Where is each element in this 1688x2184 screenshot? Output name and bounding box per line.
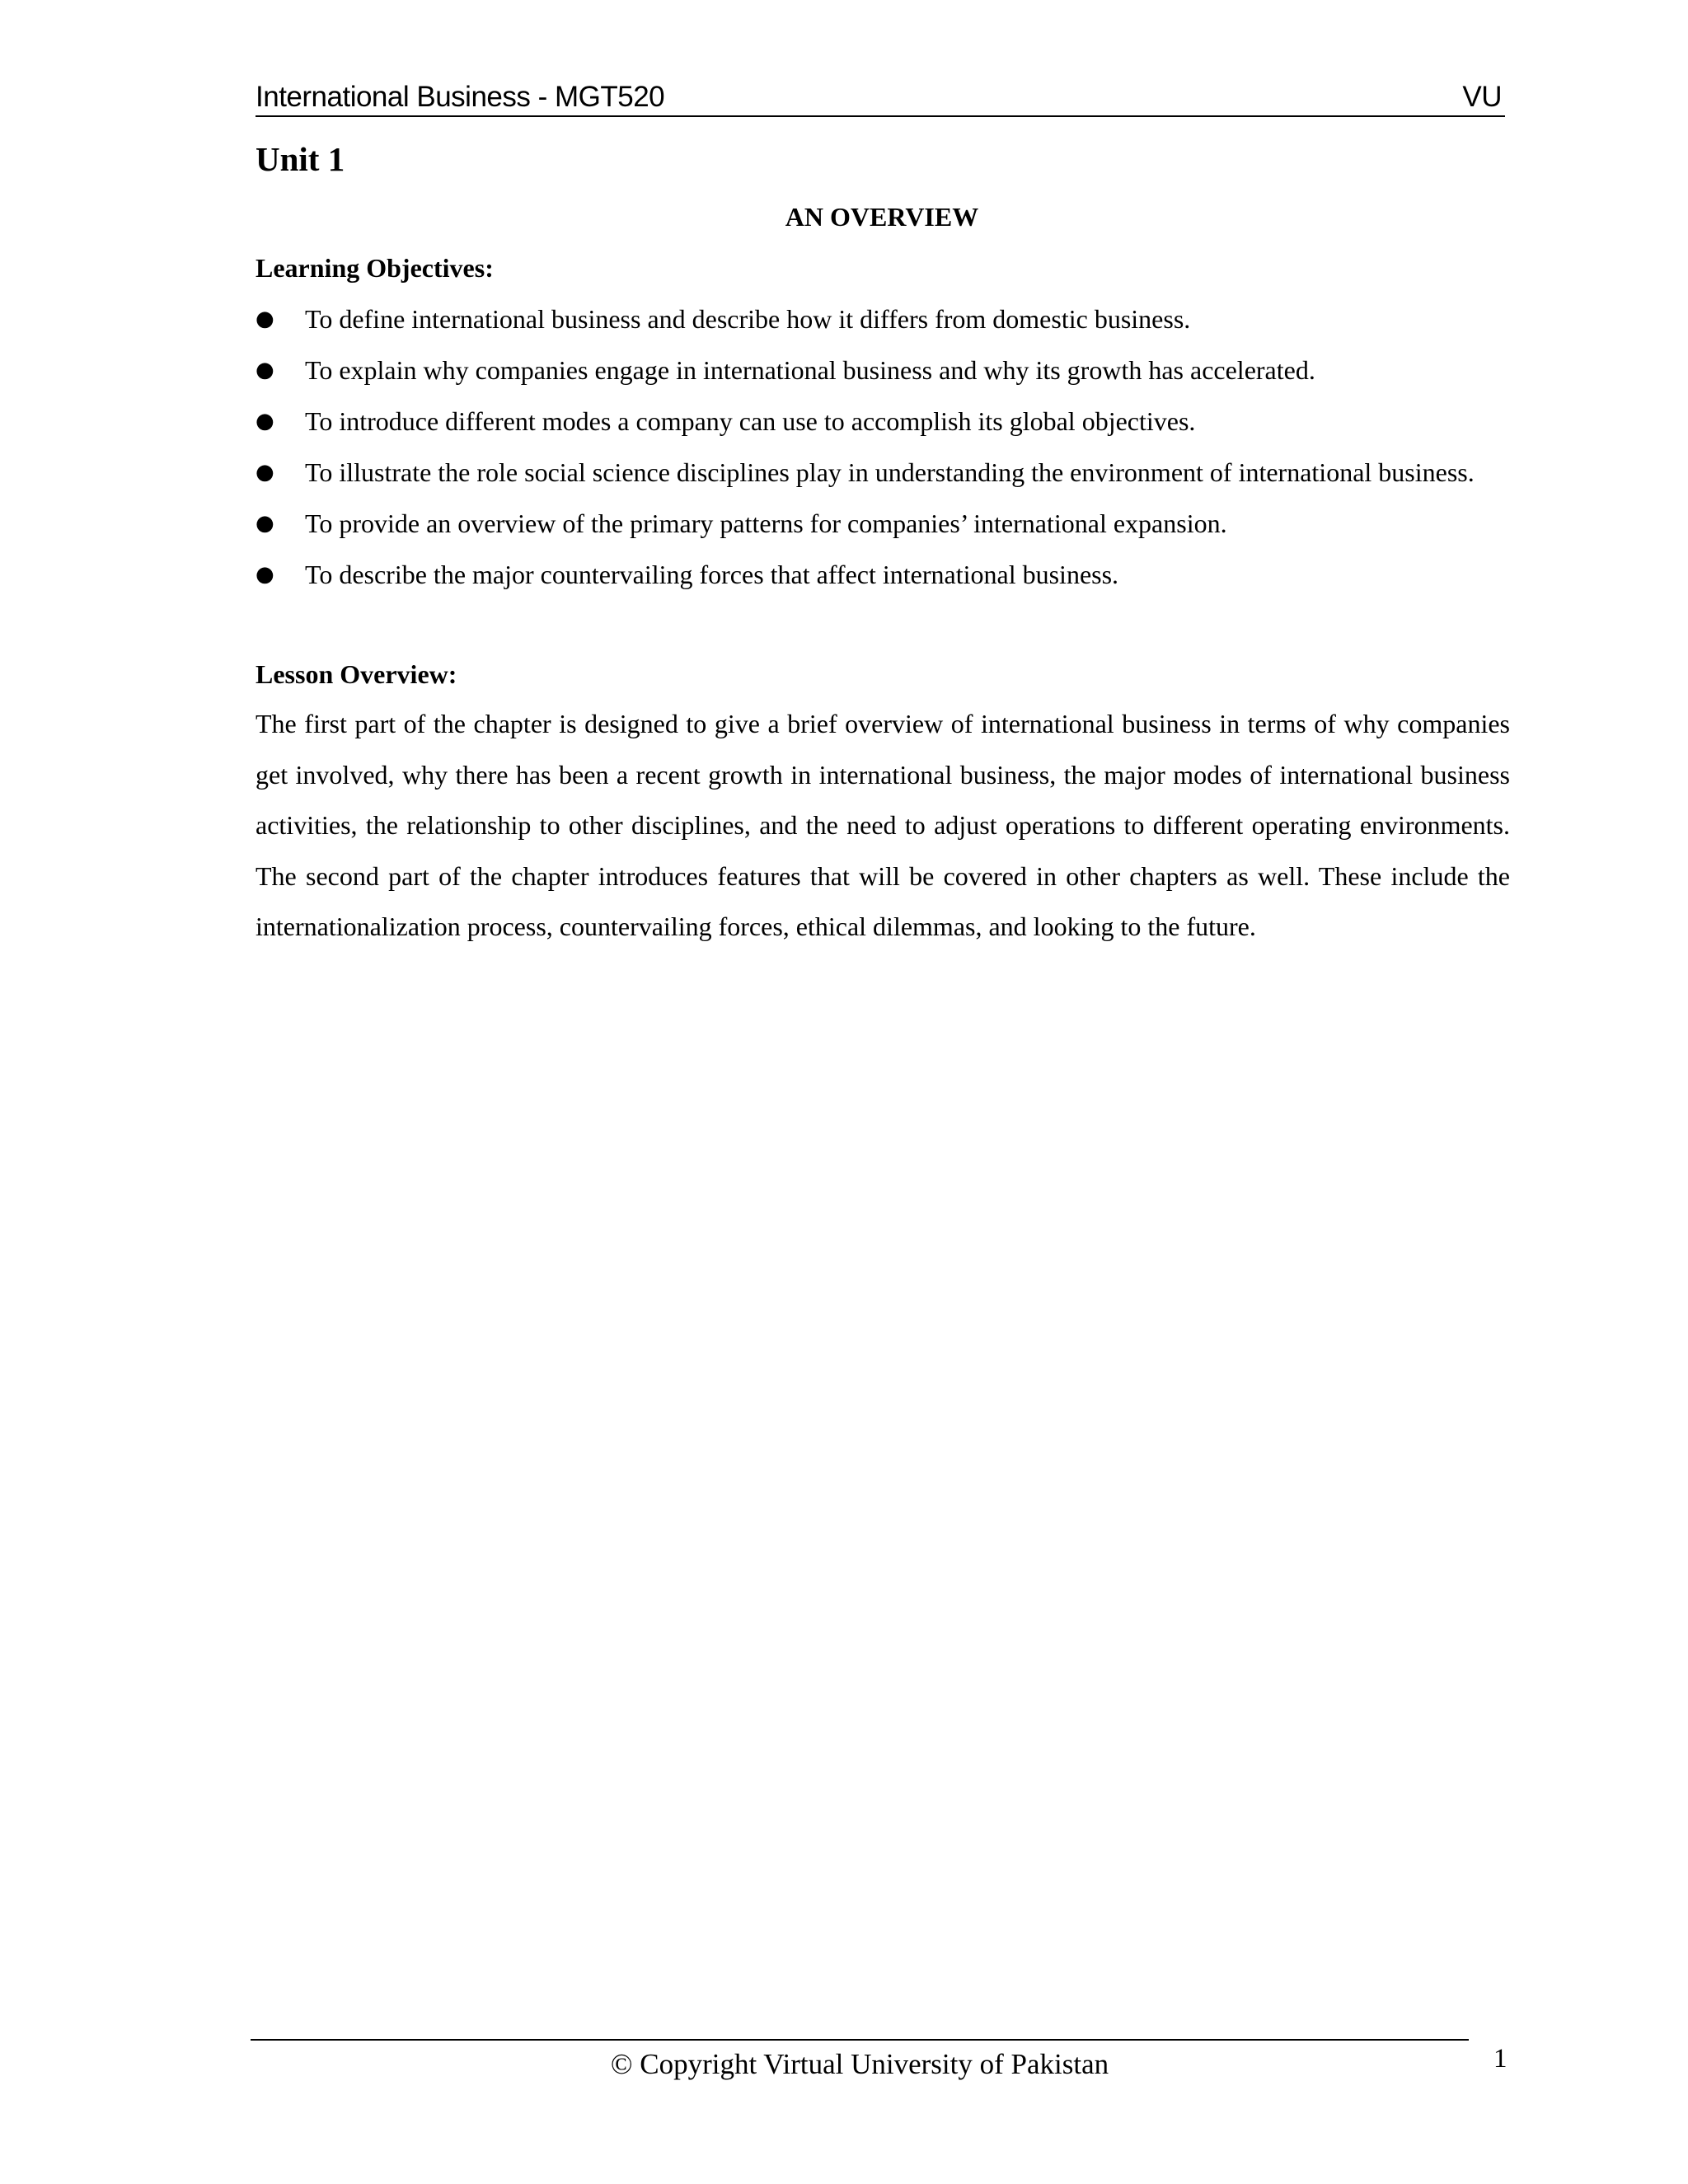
footer-copyright: © Copyright Virtual University of Pakistan xyxy=(610,2048,1109,2080)
objective-text: To explain why companies engage in international business and why its growth has accelerated. xyxy=(305,355,1315,385)
list-item xyxy=(256,447,1510,498)
page-header xyxy=(256,77,1505,117)
list-item xyxy=(256,293,1510,344)
unit-title: Unit 1 xyxy=(256,140,345,178)
footer-divider xyxy=(251,2039,1469,2041)
bullet-icon: ● xyxy=(256,511,274,536)
list-item xyxy=(256,549,1510,600)
list-item xyxy=(256,396,1510,447)
bullet-icon: ● xyxy=(256,409,274,434)
learning-objectives-heading: Learning Objectives: xyxy=(256,253,494,283)
list-item xyxy=(256,344,1510,396)
bullet-icon: ● xyxy=(256,307,274,331)
bullet-icon: ● xyxy=(256,358,274,382)
objective-text: To introduce different modes a company can use to accomplish its global objectives. xyxy=(305,406,1196,436)
lesson-overview-paragraph: The first part of the chapter is designed to give a brief overview of international business in terms of why companies get involved, why there has been a recent growth in international business, the major modes of international business activities, the relationship to other disciplines, and the need to adjust operations to different operating environments. The second part of the chapter introduces features that will be covered in other chapters as well. These include the internationalization process, countervailing forces, ethical dilemmas, and looking to the future. xyxy=(256,709,1510,941)
objective-text: To illustrate the role social science disciplines play in understanding the environment of international business. xyxy=(305,457,1475,487)
institution-short: VU xyxy=(1462,81,1502,113)
objective-text: To describe the major countervailing forces that affect international business. xyxy=(305,560,1119,589)
objective-text: To define international business and describe how it differs from domestic business. xyxy=(305,304,1191,334)
bullet-icon: ● xyxy=(256,562,274,587)
learning-objectives-list xyxy=(256,293,1510,600)
chapter-title: AN OVERVIEW xyxy=(785,202,979,232)
lesson-overview-heading: Lesson Overview: xyxy=(256,659,457,689)
course-title: International Business - MGT520 xyxy=(256,81,665,113)
bullet-icon: ● xyxy=(256,460,274,485)
list-item xyxy=(256,498,1510,549)
page-number: 1 xyxy=(1493,2044,1507,2074)
objective-text: To provide an overview of the primary patterns for companies’ international expansion. xyxy=(305,509,1227,538)
